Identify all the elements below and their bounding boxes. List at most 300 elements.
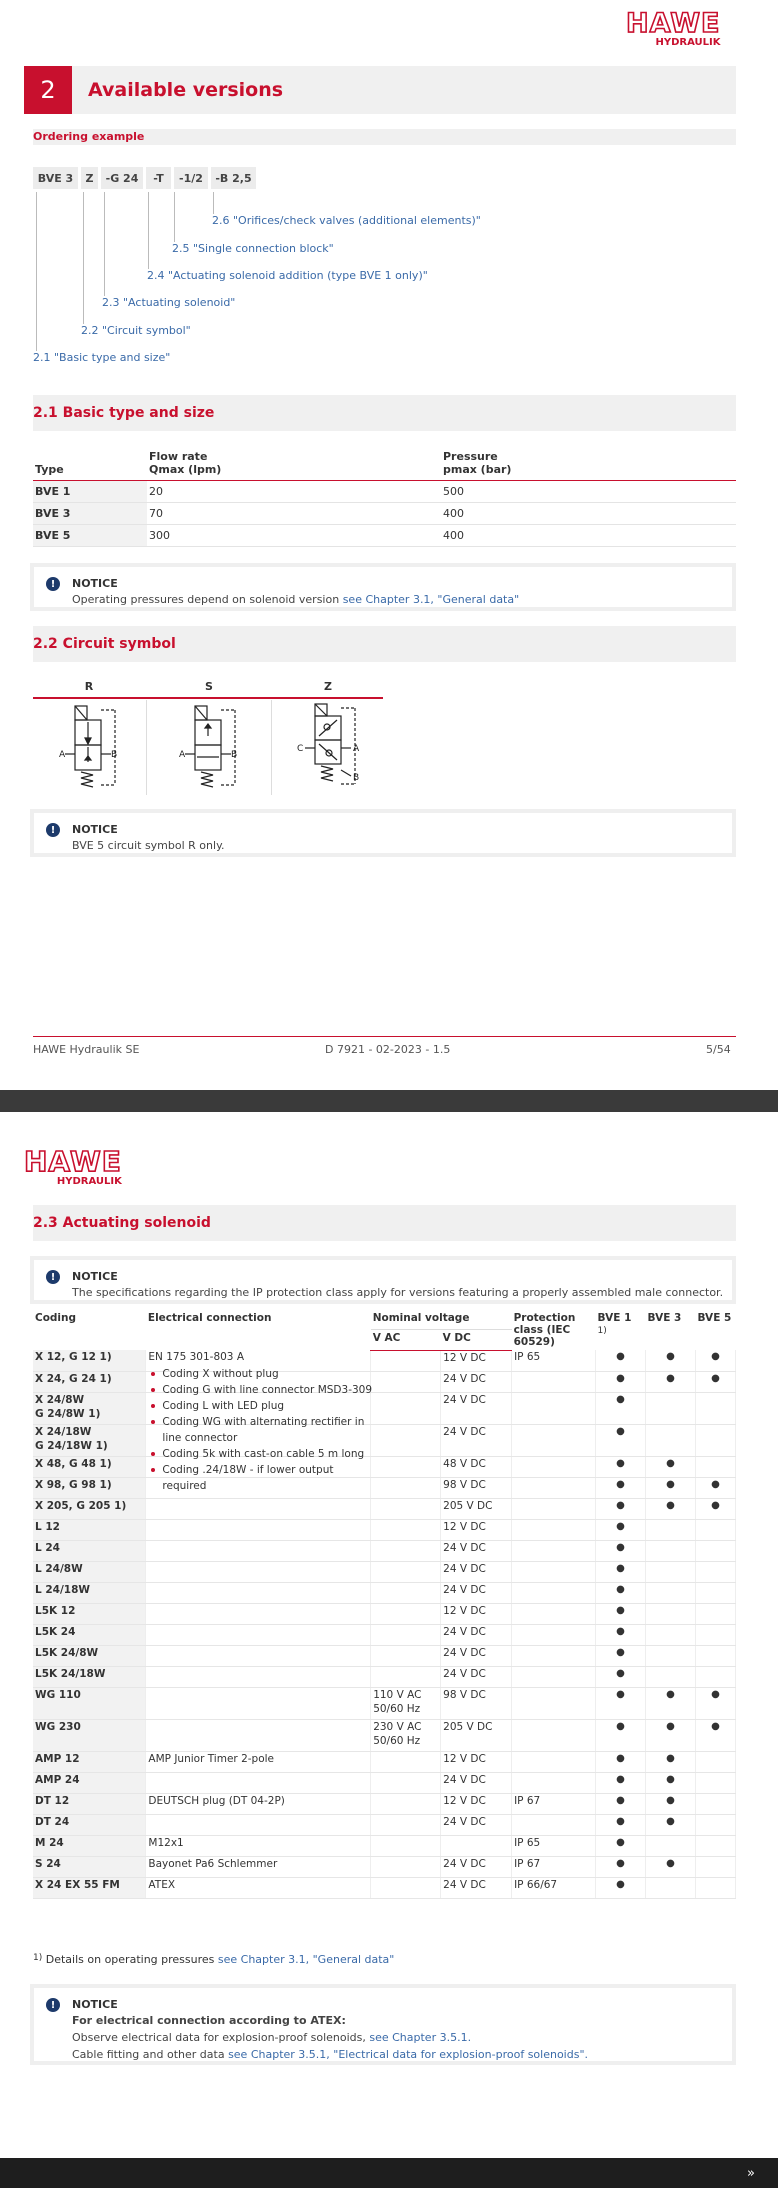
table-row bbox=[33, 1793, 736, 1814]
table-row bbox=[33, 1456, 736, 1477]
cell-vdc: 24 V DC bbox=[441, 1645, 512, 1666]
cell-b3-availability bbox=[646, 1392, 696, 1424]
svg-text:A: A bbox=[179, 750, 186, 760]
coding-bullet: Coding 5k with cast-on cable 5 m long bbox=[162, 1446, 372, 1462]
cell-vdc: 12 V DC bbox=[441, 1519, 512, 1540]
cell-vac bbox=[371, 1793, 441, 1814]
cell-b1-availability: ● bbox=[596, 1498, 646, 1519]
col-coding: Coding bbox=[35, 1312, 77, 1324]
cell-b1-availability: ● bbox=[596, 1793, 646, 1814]
cell-vac bbox=[371, 1645, 441, 1666]
chapter-3-1-link[interactable]: see Chapter 3.1, "General data" bbox=[342, 593, 520, 606]
cell-b1-availability: ● bbox=[596, 1772, 646, 1793]
svg-text:A: A bbox=[353, 744, 360, 754]
cell-vdc: 24 V DC bbox=[441, 1371, 512, 1392]
cell-vac bbox=[371, 1814, 441, 1835]
cell-vdc: 48 V DC bbox=[441, 1456, 512, 1477]
notice-icon: ! bbox=[46, 823, 60, 837]
cell-electrical-connection bbox=[146, 1561, 371, 1582]
cell-protection bbox=[512, 1603, 596, 1624]
footer-docid: D 7921 - 02-2023 - 1.5 bbox=[325, 1043, 451, 1056]
ref-2-2[interactable]: 2.2 "Circuit symbol" bbox=[81, 324, 191, 337]
cell-electrical-connection: EN 175 301-803 A Coding X without plug Coding G with line connector MSD3-309 Coding L with LED plug Coding WG with alternating rectifier in line connector Coding 5k with cast-on cable 5 m long Coding .24/18W - if lower output required bbox=[146, 1350, 371, 1371]
cell-b3-availability: ● bbox=[646, 1719, 696, 1751]
cell-vac bbox=[371, 1561, 441, 1582]
section-23-bar bbox=[33, 1205, 736, 1241]
cell-b3-availability bbox=[646, 1835, 696, 1856]
col-nominal-voltage: Nominal voltage bbox=[371, 1310, 512, 1330]
cell-coding: X 24, G 24 1) bbox=[33, 1371, 146, 1392]
cell-b5-availability: ● bbox=[695, 1371, 735, 1392]
table-row bbox=[33, 1666, 736, 1687]
section-22-bar bbox=[33, 626, 736, 662]
table-row bbox=[33, 1498, 736, 1519]
cell-protection bbox=[512, 1371, 596, 1392]
cell-vdc: 12 V DC bbox=[441, 1350, 512, 1371]
table-row bbox=[33, 1856, 736, 1877]
cell-b5-availability bbox=[695, 1645, 735, 1666]
cell-vdc: 24 V DC bbox=[441, 1392, 512, 1424]
footnote-chapter-link[interactable]: see Chapter 3.1, "General data" bbox=[217, 1953, 395, 1966]
cell-b5-availability bbox=[695, 1582, 735, 1603]
tree-line bbox=[104, 192, 105, 296]
col-bve1: BVE 1 1) bbox=[597, 1312, 632, 1336]
cell-protection bbox=[512, 1772, 596, 1793]
col-flow: Flow rate Qmax (lpm) bbox=[147, 450, 441, 481]
cell-b3-availability: ● bbox=[646, 1350, 696, 1371]
cell-b1-availability: ● bbox=[596, 1477, 646, 1498]
cell-vac bbox=[371, 1519, 441, 1540]
ref-2-1[interactable]: 2.1 "Basic type and size" bbox=[33, 351, 171, 364]
cell-vac bbox=[371, 1772, 441, 1793]
tree-line bbox=[174, 192, 175, 242]
cell-vdc: 98 V DC bbox=[441, 1687, 512, 1719]
cell-protection bbox=[512, 1719, 596, 1751]
cell-vac bbox=[371, 1477, 441, 1498]
cell-b5-availability bbox=[695, 1392, 735, 1424]
col-protection-class: Protection class (IEC 60529) bbox=[513, 1312, 576, 1348]
cell-protection bbox=[512, 1751, 596, 1772]
cell-vdc: 24 V DC bbox=[441, 1424, 512, 1456]
cell-vac: 230 V AC 50/60 Hz bbox=[371, 1719, 441, 1751]
cell-b3-availability bbox=[646, 1624, 696, 1645]
cell-b3-availability bbox=[646, 1424, 696, 1456]
cell-vdc: 24 V DC bbox=[441, 1856, 512, 1877]
svg-text:B: B bbox=[111, 750, 118, 760]
cell-b5-availability bbox=[695, 1540, 735, 1561]
col-electrical-connection: Electrical connection bbox=[147, 1312, 272, 1324]
table-row bbox=[33, 1772, 736, 1793]
cell-protection bbox=[512, 1687, 596, 1719]
cell-coding: M 24 bbox=[33, 1835, 146, 1856]
cell-vac bbox=[371, 1456, 441, 1477]
cell-b5-availability: ● bbox=[695, 1350, 735, 1371]
cell-b3-availability: ● bbox=[646, 1856, 696, 1877]
circuit-symbol-z bbox=[295, 700, 370, 792]
symbol-header-rule bbox=[33, 697, 383, 699]
cell-b1-availability: ● bbox=[596, 1392, 646, 1424]
cell-coding: AMP 24 bbox=[33, 1772, 146, 1793]
cell-b5-availability bbox=[695, 1603, 735, 1624]
coding-bullet: Coding WG with alternating rectifier in line connector bbox=[162, 1414, 372, 1446]
cell-b5-availability bbox=[695, 1424, 735, 1456]
cell-b1-availability: ● bbox=[596, 1666, 646, 1687]
code-part-block: -1/2 bbox=[174, 167, 208, 189]
cell-vdc: 12 V DC bbox=[441, 1793, 512, 1814]
cell-coding: L5K 24 bbox=[33, 1624, 146, 1645]
table-row bbox=[33, 1477, 736, 1498]
cell-coding: X 24/8W G 24/8W 1) bbox=[33, 1392, 146, 1424]
ref-2-3[interactable]: 2.3 "Actuating solenoid" bbox=[102, 296, 236, 309]
table-row bbox=[33, 1877, 736, 1898]
cell-b5-availability bbox=[695, 1793, 735, 1814]
coding-bullet-list bbox=[148, 1366, 372, 1494]
cell-coding: L 24/18W bbox=[33, 1582, 146, 1603]
footer-rule bbox=[33, 1036, 736, 1037]
svg-text:B: B bbox=[353, 773, 360, 783]
cell-coding: L 24/8W bbox=[33, 1561, 146, 1582]
cell-electrical-connection bbox=[146, 1498, 371, 1519]
cell-electrical-connection: DEUTSCH plug (DT 04-2P) bbox=[146, 1793, 371, 1814]
cell-b3-availability bbox=[646, 1561, 696, 1582]
section-21-bar bbox=[33, 395, 736, 431]
symbol-label-z: Z bbox=[324, 680, 332, 693]
cell-coding: WG 230 bbox=[33, 1719, 146, 1751]
cell-b1-availability: ● bbox=[596, 1371, 646, 1392]
cell-electrical-connection bbox=[146, 1519, 371, 1540]
cell-coding: L5K 24/8W bbox=[33, 1645, 146, 1666]
cell-electrical-connection bbox=[146, 1687, 371, 1719]
cell-protection bbox=[512, 1624, 596, 1645]
cell-vdc: 24 V DC bbox=[441, 1624, 512, 1645]
cell-coding: X 48, G 48 1) bbox=[33, 1456, 146, 1477]
code-part-symbol: Z bbox=[81, 167, 98, 189]
cell-b1-availability: ● bbox=[596, 1519, 646, 1540]
cell-vdc: 24 V DC bbox=[441, 1772, 512, 1793]
col-bve5: BVE 5 bbox=[697, 1312, 732, 1324]
code-part-orifice: -B 2,5 bbox=[211, 167, 256, 189]
cell-b3-availability bbox=[646, 1877, 696, 1898]
cell-coding: L5K 12 bbox=[33, 1603, 146, 1624]
cell-b5-availability bbox=[695, 1751, 735, 1772]
cell-vdc bbox=[441, 1835, 512, 1856]
cell-protection bbox=[512, 1666, 596, 1687]
cell-vdc: 24 V DC bbox=[441, 1540, 512, 1561]
cell-electrical-connection bbox=[146, 1814, 371, 1835]
cell-coding: DT 24 bbox=[33, 1814, 146, 1835]
cell-vac bbox=[371, 1751, 441, 1772]
tree-line bbox=[83, 192, 84, 324]
table-row bbox=[33, 1751, 736, 1772]
ref-2-4[interactable]: 2.4 "Actuating solenoid addition (type BVE 1 only)" bbox=[147, 269, 428, 282]
cell-coding: DT 12 bbox=[33, 1793, 146, 1814]
cell-b1-availability: ● bbox=[596, 1350, 646, 1371]
cell-vac bbox=[371, 1371, 441, 1392]
cell-coding: L 12 bbox=[33, 1519, 146, 1540]
table-row bbox=[33, 1603, 736, 1624]
cell-protection bbox=[512, 1392, 596, 1424]
cell-b3-availability: ● bbox=[646, 1498, 696, 1519]
cell-protection: IP 65 bbox=[512, 1835, 596, 1856]
hawe-logo: HAWE HYDRAULIK bbox=[626, 8, 721, 48]
cell-vdc: 24 V DC bbox=[441, 1582, 512, 1603]
cell-b3-availability: ● bbox=[646, 1371, 696, 1392]
cell-coding: X 205, G 205 1) bbox=[33, 1498, 146, 1519]
cell-b5-availability bbox=[695, 1856, 735, 1877]
cell-coding: X 24/18W G 24/18W 1) bbox=[33, 1424, 146, 1456]
cell-b5-availability bbox=[695, 1835, 735, 1856]
cell-vac bbox=[371, 1624, 441, 1645]
cell-b5-availability bbox=[695, 1814, 735, 1835]
cell-electrical-connection bbox=[146, 1645, 371, 1666]
tree-line bbox=[36, 192, 37, 351]
atex-cable-link[interactable]: see Chapter 3.5.1, "Electrical data for explosion-proof solenoids". bbox=[228, 2048, 589, 2061]
cell-vac: 110 V AC 50/60 Hz bbox=[371, 1687, 441, 1719]
table-row bbox=[33, 1519, 736, 1540]
col-vdc: V DC bbox=[441, 1330, 512, 1350]
table-row bbox=[33, 1540, 736, 1561]
cell-protection bbox=[512, 1424, 596, 1456]
cell-electrical-connection bbox=[146, 1582, 371, 1603]
cell-vac bbox=[371, 1392, 441, 1424]
cell-protection bbox=[512, 1498, 596, 1519]
table-row bbox=[33, 1561, 736, 1582]
code-part-solenoid: -G 24 bbox=[101, 167, 143, 189]
cell-electrical-connection bbox=[146, 1719, 371, 1751]
cell-b3-availability bbox=[646, 1603, 696, 1624]
cell-coding: L5K 24/18W bbox=[33, 1666, 146, 1687]
coding-bullet: Coding L with LED plug bbox=[162, 1398, 372, 1414]
notice-icon: ! bbox=[46, 1270, 60, 1284]
cell-coding: X 24 EX 55 FM bbox=[33, 1877, 146, 1898]
cell-protection bbox=[512, 1561, 596, 1582]
notice-icon: ! bbox=[46, 1998, 60, 2012]
notice-icon: ! bbox=[46, 577, 60, 591]
footer-page-number: 5/54 bbox=[706, 1043, 731, 1056]
symbol-label-s: S bbox=[205, 680, 213, 693]
cell-protection bbox=[512, 1814, 596, 1835]
section-22-title: 2.2 Circuit symbol bbox=[33, 636, 176, 652]
cell-b1-availability: ● bbox=[596, 1751, 646, 1772]
cell-b1-availability: ● bbox=[596, 1582, 646, 1603]
cell-b1-availability: ● bbox=[596, 1561, 646, 1582]
cell-electrical-connection: M12x1 bbox=[146, 1835, 371, 1856]
cell-b5-availability bbox=[695, 1456, 735, 1477]
cell-b5-availability bbox=[695, 1519, 735, 1540]
table-row bbox=[33, 1645, 736, 1666]
col-pressure: Pressure pmax (bar) bbox=[441, 450, 736, 481]
cell-coding: S 24 bbox=[33, 1856, 146, 1877]
cell-vdc: 24 V DC bbox=[441, 1877, 512, 1898]
cell-b5-availability bbox=[695, 1772, 735, 1793]
section-21-title: 2.1 Basic type and size bbox=[33, 405, 215, 421]
circuit-symbol-s bbox=[175, 700, 245, 792]
double-chevron-right-icon[interactable]: » bbox=[747, 2165, 755, 2181]
table-row bbox=[33, 1582, 736, 1603]
cell-vac bbox=[371, 1835, 441, 1856]
cell-electrical-connection: Bayonet Pa6 Schlemmer bbox=[146, 1856, 371, 1877]
code-part-basic: BVE 3 bbox=[33, 167, 78, 189]
hawe-logo: HAWE HYDRAULIK bbox=[24, 1145, 122, 1187]
cell-protection bbox=[512, 1477, 596, 1498]
table-row bbox=[33, 1687, 736, 1719]
svg-text:A: A bbox=[59, 750, 66, 760]
viewer-bottom-bar bbox=[0, 2158, 778, 2188]
cell-b3-availability bbox=[646, 1540, 696, 1561]
chapter-header bbox=[24, 66, 736, 114]
table-row bbox=[33, 1624, 736, 1645]
cell-b1-availability: ● bbox=[596, 1424, 646, 1456]
cell-protection: IP 67 bbox=[512, 1793, 596, 1814]
ref-2-5[interactable]: 2.5 "Single connection block" bbox=[172, 242, 334, 255]
cell-protection bbox=[512, 1519, 596, 1540]
atex-data-link[interactable]: see Chapter 3.5.1. bbox=[369, 2031, 472, 2044]
cell-b1-availability: ● bbox=[596, 1814, 646, 1835]
divider bbox=[146, 700, 147, 795]
footer-company: HAWE Hydraulik SE bbox=[33, 1043, 140, 1056]
col-vac: V AC bbox=[371, 1330, 441, 1350]
cell-b1-availability: ● bbox=[596, 1624, 646, 1645]
table-row: BVE 1 20 500 bbox=[33, 481, 736, 503]
cell-b3-availability bbox=[646, 1519, 696, 1540]
cell-b1-availability: ● bbox=[596, 1835, 646, 1856]
cell-b5-availability: ● bbox=[695, 1477, 735, 1498]
cell-vac bbox=[371, 1666, 441, 1687]
coding-bullet: Coding G with line connector MSD3-309 bbox=[162, 1384, 373, 1396]
cell-electrical-connection bbox=[146, 1540, 371, 1561]
table-row: BVE 3 70 400 bbox=[33, 503, 736, 525]
cell-b1-availability: ● bbox=[596, 1603, 646, 1624]
coding-bullet: Coding X without plug bbox=[162, 1366, 372, 1382]
table-row bbox=[33, 1424, 736, 1456]
cell-electrical-connection bbox=[146, 1603, 371, 1624]
cell-electrical-connection: AMP Junior Timer 2-pole bbox=[146, 1751, 371, 1772]
cell-vac bbox=[371, 1350, 441, 1371]
cell-vac bbox=[371, 1498, 441, 1519]
cell-protection: IP 66/67 bbox=[512, 1877, 596, 1898]
cell-b1-availability: ● bbox=[596, 1456, 646, 1477]
table-row bbox=[33, 1835, 736, 1856]
table-row bbox=[33, 1719, 736, 1751]
cell-vdc: 98 V DC bbox=[441, 1477, 512, 1498]
cell-b5-availability bbox=[695, 1666, 735, 1687]
cell-protection bbox=[512, 1645, 596, 1666]
cell-b5-availability bbox=[695, 1877, 735, 1898]
cell-protection bbox=[512, 1456, 596, 1477]
cell-coding: L 24 bbox=[33, 1540, 146, 1561]
cell-coding: X 98, G 98 1) bbox=[33, 1477, 146, 1498]
cell-vac bbox=[371, 1856, 441, 1877]
notice-bve5: ! NOTICE BVE 5 circuit symbol R only. bbox=[30, 809, 736, 857]
cell-protection: IP 65 bbox=[512, 1350, 596, 1371]
notice-operating-pressures: ! NOTICE Operating pressures depend on solenoid version see Chapter 3.1, "General data" bbox=[30, 563, 736, 611]
tree-line bbox=[148, 192, 149, 269]
section-23-title: 2.3 Actuating solenoid bbox=[33, 1215, 211, 1231]
code-part-addition: -T bbox=[146, 167, 171, 189]
cell-b3-availability: ● bbox=[646, 1814, 696, 1835]
ref-2-6[interactable]: 2.6 "Orifices/check valves (additional elements)" bbox=[212, 214, 481, 227]
cell-protection bbox=[512, 1582, 596, 1603]
cell-vdc: 205 V DC bbox=[441, 1498, 512, 1519]
cell-b5-availability: ● bbox=[695, 1498, 735, 1519]
col-type: Type bbox=[33, 450, 147, 481]
cell-b5-availability: ● bbox=[695, 1719, 735, 1751]
cell-b1-availability: ● bbox=[596, 1877, 646, 1898]
cell-b1-availability: ● bbox=[596, 1856, 646, 1877]
svg-text:C: C bbox=[297, 744, 304, 754]
cell-coding: WG 110 bbox=[33, 1687, 146, 1719]
footnote: $^{1)}$ Details on operating pressures see Chapter 3.1, "General data" bbox=[33, 1953, 395, 1966]
document-page-5 bbox=[0, 0, 778, 1090]
cell-b3-availability: ● bbox=[646, 1456, 696, 1477]
ordering-example-heading: Ordering example bbox=[33, 130, 145, 143]
cell-vac bbox=[371, 1540, 441, 1561]
table-row bbox=[33, 1814, 736, 1835]
cell-vac bbox=[371, 1877, 441, 1898]
cell-b3-availability bbox=[646, 1645, 696, 1666]
cell-b5-availability bbox=[695, 1624, 735, 1645]
cell-vac bbox=[371, 1424, 441, 1456]
ordering-example-bar bbox=[33, 129, 736, 145]
tree-line bbox=[213, 192, 214, 214]
cell-b3-availability: ● bbox=[646, 1687, 696, 1719]
coding-bullet: Coding .24/18W - if lower output required bbox=[162, 1462, 372, 1494]
circuit-symbol-r bbox=[55, 700, 125, 792]
cell-b3-availability bbox=[646, 1582, 696, 1603]
cell-vdc: 12 V DC bbox=[441, 1603, 512, 1624]
symbol-label-r: R bbox=[84, 680, 94, 693]
cell-vac bbox=[371, 1603, 441, 1624]
cell-protection bbox=[512, 1540, 596, 1561]
cell-b5-availability bbox=[695, 1561, 735, 1582]
chapter-number: 2 bbox=[24, 66, 72, 114]
actuating-solenoid-table bbox=[33, 1310, 736, 1899]
col-bve3: BVE 3 bbox=[647, 1312, 682, 1324]
cell-b3-availability: ● bbox=[646, 1772, 696, 1793]
cell-electrical-connection bbox=[146, 1666, 371, 1687]
cell-vac bbox=[371, 1582, 441, 1603]
cell-b1-availability: ● bbox=[596, 1719, 646, 1751]
notice-atex: ! NOTICE For electrical connection according to ATEX: Observe electrical data for explosion-proof solenoids, see Chapter 3.5.1. Cable fitting and other data see Chapter 3.5.1, "Electrical data for explosion-proof solenoids". bbox=[30, 1984, 736, 2065]
basic-type-table bbox=[33, 450, 736, 547]
cell-b3-availability: ● bbox=[646, 1477, 696, 1498]
cell-b3-availability: ● bbox=[646, 1793, 696, 1814]
cell-coding: AMP 12 bbox=[33, 1751, 146, 1772]
cell-b1-availability: ● bbox=[596, 1687, 646, 1719]
cell-vdc: 205 V DC bbox=[441, 1719, 512, 1751]
cell-b1-availability: ● bbox=[596, 1540, 646, 1561]
divider bbox=[271, 700, 272, 795]
cell-electrical-connection: ATEX bbox=[146, 1877, 371, 1898]
cell-vdc: 24 V DC bbox=[441, 1666, 512, 1687]
table-row bbox=[33, 1371, 736, 1392]
cell-electrical-connection bbox=[146, 1624, 371, 1645]
cell-vdc: 24 V DC bbox=[441, 1814, 512, 1835]
notice-ip-class: ! NOTICE The specifications regarding the IP protection class apply for versions featuring a properly assembled male connector. bbox=[30, 1256, 736, 1304]
cell-b3-availability bbox=[646, 1666, 696, 1687]
cell-vdc: 24 V DC bbox=[441, 1561, 512, 1582]
table-row bbox=[33, 1350, 736, 1371]
chapter-title: Available versions bbox=[88, 79, 284, 101]
cell-electrical-connection bbox=[146, 1772, 371, 1793]
cell-b3-availability: ● bbox=[646, 1751, 696, 1772]
table-row: BVE 5 300 400 bbox=[33, 525, 736, 547]
cell-vdc: 12 V DC bbox=[441, 1751, 512, 1772]
cell-b5-availability: ● bbox=[695, 1687, 735, 1719]
cell-b1-availability: ● bbox=[596, 1645, 646, 1666]
table-row bbox=[33, 1392, 736, 1424]
cell-coding: X 12, G 12 1) bbox=[33, 1350, 146, 1371]
